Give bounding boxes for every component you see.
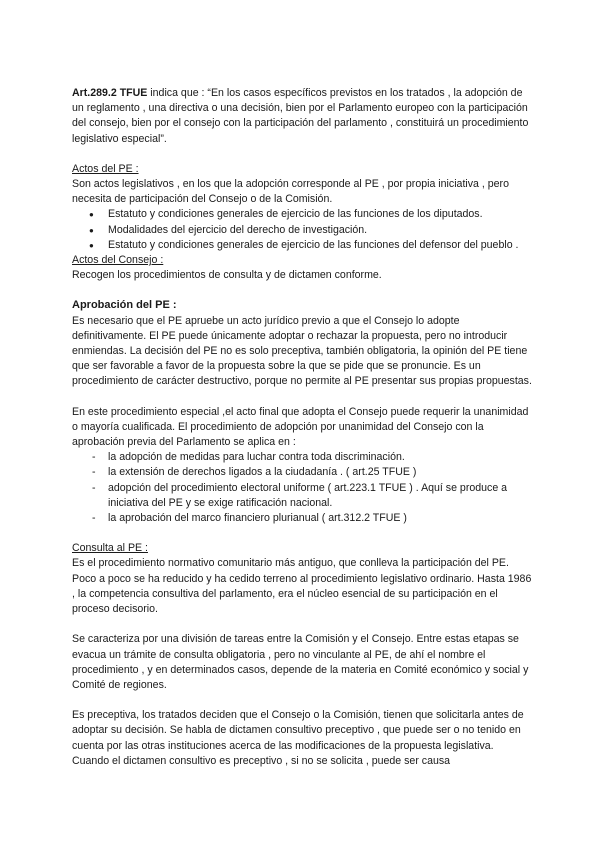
- list-item: - la extensión de derechos ligados a la ciudadanía . ( art.25 TFUE ): [72, 465, 532, 480]
- list-item: - adopción del procedimiento electoral uniforme ( art.223.1 TFUE ) . Aquí se produce a iniciativa del PE y se exige ratificación nacional.: [72, 481, 532, 511]
- list-item: - la aprobación del marco financiero plurianual ( art.312.2 TFUE ): [72, 511, 532, 526]
- intro-text: indica que : “En los casos específicos previstos en los tratados , la adopción de un reglamento , una directiva o una decisión, bien por el Parlamento europeo con la participación del consejo, bien por el consejo con la participación del parlamento , constituirá un procedimiento legislativo especial”.: [72, 87, 529, 145]
- consulta-paragraph-1: Es el procedimiento normativo comunitario más antiguo, que conlleva la participación del PE. Poco a poco se ha reducido y ha cedido terreno al procedimiento legislativo ordinario. Hasta 1986 , la competencia consultiva del parlamento, era el núcleo esencial de su participación en el proceso decisorio.: [72, 557, 532, 616]
- intro-paragraph: [72, 86, 532, 147]
- actos-pe-text: Son actos legislativos , en los que la adopción corresponde al PE , por propia iniciativa , pero necesita de participación del Consejo o de la Comisión.: [72, 178, 509, 206]
- list-item: - la adopción de medidas para luchar contra toda discriminación.: [72, 450, 532, 465]
- actos-consejo-title: Actos del Consejo :: [72, 254, 164, 267]
- consulta-title: Consulta al PE :: [72, 542, 148, 555]
- aprobacion-paragraph-1: Es necesario que el PE apruebe un acto jurídico previo a que el Consejo lo adopte definitivamente. El PE puede únicamente adoptar o rechazar la propuesta, pero no introducir enmiendas. La decisión del PE no es solo preceptiva, también obligatoria, la opinión del PE tiene que ser favorable a favor de la propuesta sobre la que se pide que se pronuncie. Es un procedimiento de carácter destructivo, porque no permite al PE presentar sus propias propuestas.: [72, 314, 532, 388]
- aprobacion-paragraph-2: En este procedimiento especial ,el acto final que adopta el Consejo puede requerir la unanimidad o mayoría cualificada. El procedimiento de adopción por unanimidad del Consejo con la aprobación previa del Parlamento se aplica en :: [72, 405, 529, 449]
- document-page: [72, 86, 532, 769]
- list-item: ● Modalidades del ejercicio del derecho de investigación.: [72, 223, 532, 238]
- actos-consejo-text: Recogen los procedimientos de consulta y de dictamen conforme.: [72, 269, 382, 282]
- list-item: ● Estatuto y condiciones generales de ejercicio de las funciones de los diputados.: [72, 207, 532, 222]
- list-item: ● Estatuto y condiciones generales de ejercicio de las funciones del defensor del pueblo .: [72, 238, 532, 253]
- aprobacion-list: [72, 450, 532, 526]
- consulta-paragraph-2: Se caracteriza por una división de tareas entre la Comisión y el Consejo. Entre estas etapas se evacua un trámite de consulta obligatoria , pero no vinculante al PE, de ahí el nombre el procedimiento , y en determinados casos, depende de la materia en Comité económico y social y Comité de regiones.: [72, 633, 529, 691]
- article-reference: Art.289.2 TFUE: [72, 87, 148, 99]
- actos-pe-list: [72, 207, 532, 253]
- consulta-paragraph-3: Es preceptiva, los tratados deciden que el Consejo o la Comisión, tienen que solicitarla antes de adoptar su decisión. Se habla de dictamen consultivo preceptivo , que puede ser o no tenido en cuenta por las otras instituciones acerca de las modificaciones de la propuesta legislativa. Cuando el dictamen consultivo es preceptivo , si no se solicita , puede ser causa: [72, 709, 524, 767]
- aprobacion-heading: Aprobación del PE :: [72, 299, 177, 312]
- actos-pe-title: Actos del PE :: [72, 162, 139, 175]
